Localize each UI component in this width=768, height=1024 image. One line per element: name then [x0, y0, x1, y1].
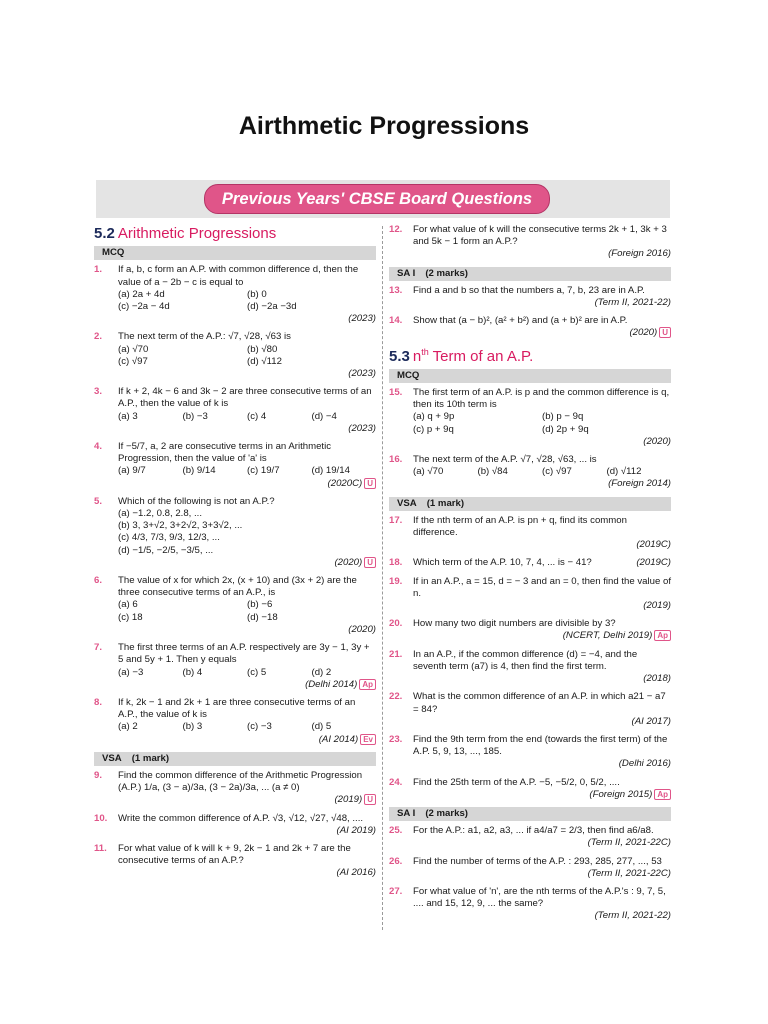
question-10: 10. Write the common difference of A.P. √3, √12, √27, √48, .... (AI 2019) — [94, 812, 376, 836]
question-27: 27. For what value of 'n', are the nth terms of the A.P.'s : 9, 7, 5, .... and 15, 12, 9, ... the same? (Term II, 2021-22) — [389, 885, 671, 922]
badge-icon: Ap — [359, 679, 376, 690]
question-20: 20. How many two digit numbers are divisible by 3? (NCERT, Delhi 2019) Ap — [389, 618, 671, 642]
banner-title: Previous Years' CBSE Board Questions — [204, 184, 550, 214]
badge-icon: U — [364, 478, 376, 489]
question-19: 19. If in an A.P., a = 15, d = − 3 and an = 0, then find the value of n. (2019) — [389, 575, 671, 612]
question-1: 1. If a, b, c form an A.P. with common difference d, then the value of a − 2b − c is equal to (a) 2a + 4d (b) 0 (c) −2a − 4d (d) −2a −3d (2023) — [94, 264, 376, 325]
question-24: 24. Find the 25th term of the A.P. −5, −5/2, 0, 5/2, .... (Foreign 2015) Ap — [389, 777, 671, 801]
question-23: 23. Find the 9th term from the end (towards the first term) of the A.P. 5, 9, 13, ..., 185. (Delhi 2016) — [389, 733, 671, 770]
question-14: 14. Show that (a − b)², (a² + b²) and (a + b)² are in A.P. (2020) U — [389, 315, 671, 339]
question-22: 22. What is the common difference of an A.P. in which a21 − a7 = 84? (AI 2017) — [389, 691, 671, 727]
question-26: 26. Find the number of terms of the A.P. : 293, 285, 277, ..., 53 (Term II, 2021-22C) — [389, 855, 671, 879]
question-8: 8. If k, 2k − 1 and 2k + 1 are three consecutive terms of an A.P., the value of k is (a) 2 (b) 3 (c) −3 (d) 5 (AI 2014) Ev — [94, 697, 376, 746]
left-column — [94, 224, 376, 886]
question-11: 11. For what value of k will k + 9, 2k − 1 and 2k + 7 are the consecutive terms of an A.P.? (AI 2016) — [94, 842, 376, 879]
section-heading-5-3: 5.3 $n^{th}$ Term of an A.P. — [389, 346, 534, 365]
page-title: Airthmetic Progressions — [238, 112, 530, 140]
column-divider — [382, 226, 383, 930]
question-21: 21. In an A.P., if the common difference (d) = −4, and the seventh term (a7) is 4, then find the first term. (2018) — [389, 648, 671, 685]
badge-icon: U — [659, 327, 671, 338]
tag-vsa: VSA (1 mark) — [94, 752, 376, 766]
question-6: 6. The value of x for which 2x, (x + 10) and (3x + 2) are the three consecutive terms of an A.P., is (a) 6 (b) −6 (c) 18 (d) −18 (2020) — [94, 575, 376, 635]
question-25: 25. For the A.P.: a1, a2, a3, ... if a4/a7 = 2/3, then find a6/a8. (Term II, 2021-22C) — [389, 825, 671, 849]
badge-icon: Ap — [654, 630, 671, 641]
badge-icon: Ev — [360, 734, 376, 745]
tag-sa1-2: SA I (2 marks) — [389, 807, 671, 821]
question-13: 13. Find a and b so that the numbers a, 7, b, 23 are in A.P. (Term II, 2021-22) — [389, 284, 671, 309]
question-15: 15. The first term of an A.P. is p and the common difference is q, then its 10th term is (a) q + 9p (b) p − 9q (c) p + 9q (d) 2p + 9q (2020) — [389, 387, 671, 447]
section-heading-5-2: 5.2 Arithmetic Progressions — [94, 225, 277, 242]
question-5: 5. Which of the following is not an A.P.? (a) −1.2, 0.8, 2.8, ... (b) 3, 3+√2, 3+2√2, 3+3√2, ... (c) 4/3, 7/3, 9/3, 12/3, ... (d) −1/5, −2/5, −3/5, ... (2020) U — [94, 496, 376, 569]
badge-icon: Ap — [654, 789, 671, 800]
tag-sa1: SA I (2 marks) — [389, 267, 671, 281]
tag-mcq-2: MCQ — [389, 369, 671, 383]
question-2: 2. The next term of the A.P.: √7, √28, √63 is (a) √70 (b) √80 (c) √97 (d) √112 (2023) — [94, 331, 376, 380]
question-16: 16. The next term of the A.P. √7, √28, √63, ... is (a) √70 (b) √84 (c) √97 (d) √112 (Foreign 2014) — [389, 454, 671, 490]
banner-strip — [96, 180, 670, 218]
question-4: 4. If −5/7, a, 2 are consecutive terms in an Arithmetic Progression, then the value of 'a' is (a) 9/7 (b) 9/14 (c) 19/7 (d) 19/14 (2020C) U — [94, 441, 376, 490]
question-17: 17. If the nth term of an A.P. is pn + q, find its common difference. (2019C) — [389, 514, 671, 551]
badge-icon: U — [364, 794, 376, 805]
question-9: 9. Find the common difference of the Arithmetic Progression (A.P.) 1/a, (3 − a)/3a, (3 − 2a)/3a, ... (a ≠ 0) (2019) U — [94, 770, 376, 807]
question-3: 3. If k + 2, 4k − 6 and 3k − 2 are three consecutive terms of an A.P., then the value of k is (a) 3 (b) −3 (c) 4 (d) −4 (2023) — [94, 386, 376, 434]
tag-vsa-2: VSA (1 mark) — [389, 497, 671, 511]
question-12: 12. For what value of k will the consecutive terms 2k + 1, 3k + 3 and 5k − 1 form an A.P.? (Foreign 2016) — [389, 224, 671, 260]
question-7: 7. The first three terms of an A.P. respectively are 3y − 1, 3y + 5 and 5y + 1. Then y equals (a) −3 (b) 4 (c) 5 (d) 2 (Delhi 2014) Ap — [94, 642, 376, 691]
badge-icon: U — [364, 557, 376, 568]
right-column — [389, 224, 671, 929]
question-18: 18. Which term of the A.P. 10, 7, 4, ... is − 41? (2019C) — [389, 557, 671, 569]
tag-mcq: MCQ — [94, 246, 376, 260]
